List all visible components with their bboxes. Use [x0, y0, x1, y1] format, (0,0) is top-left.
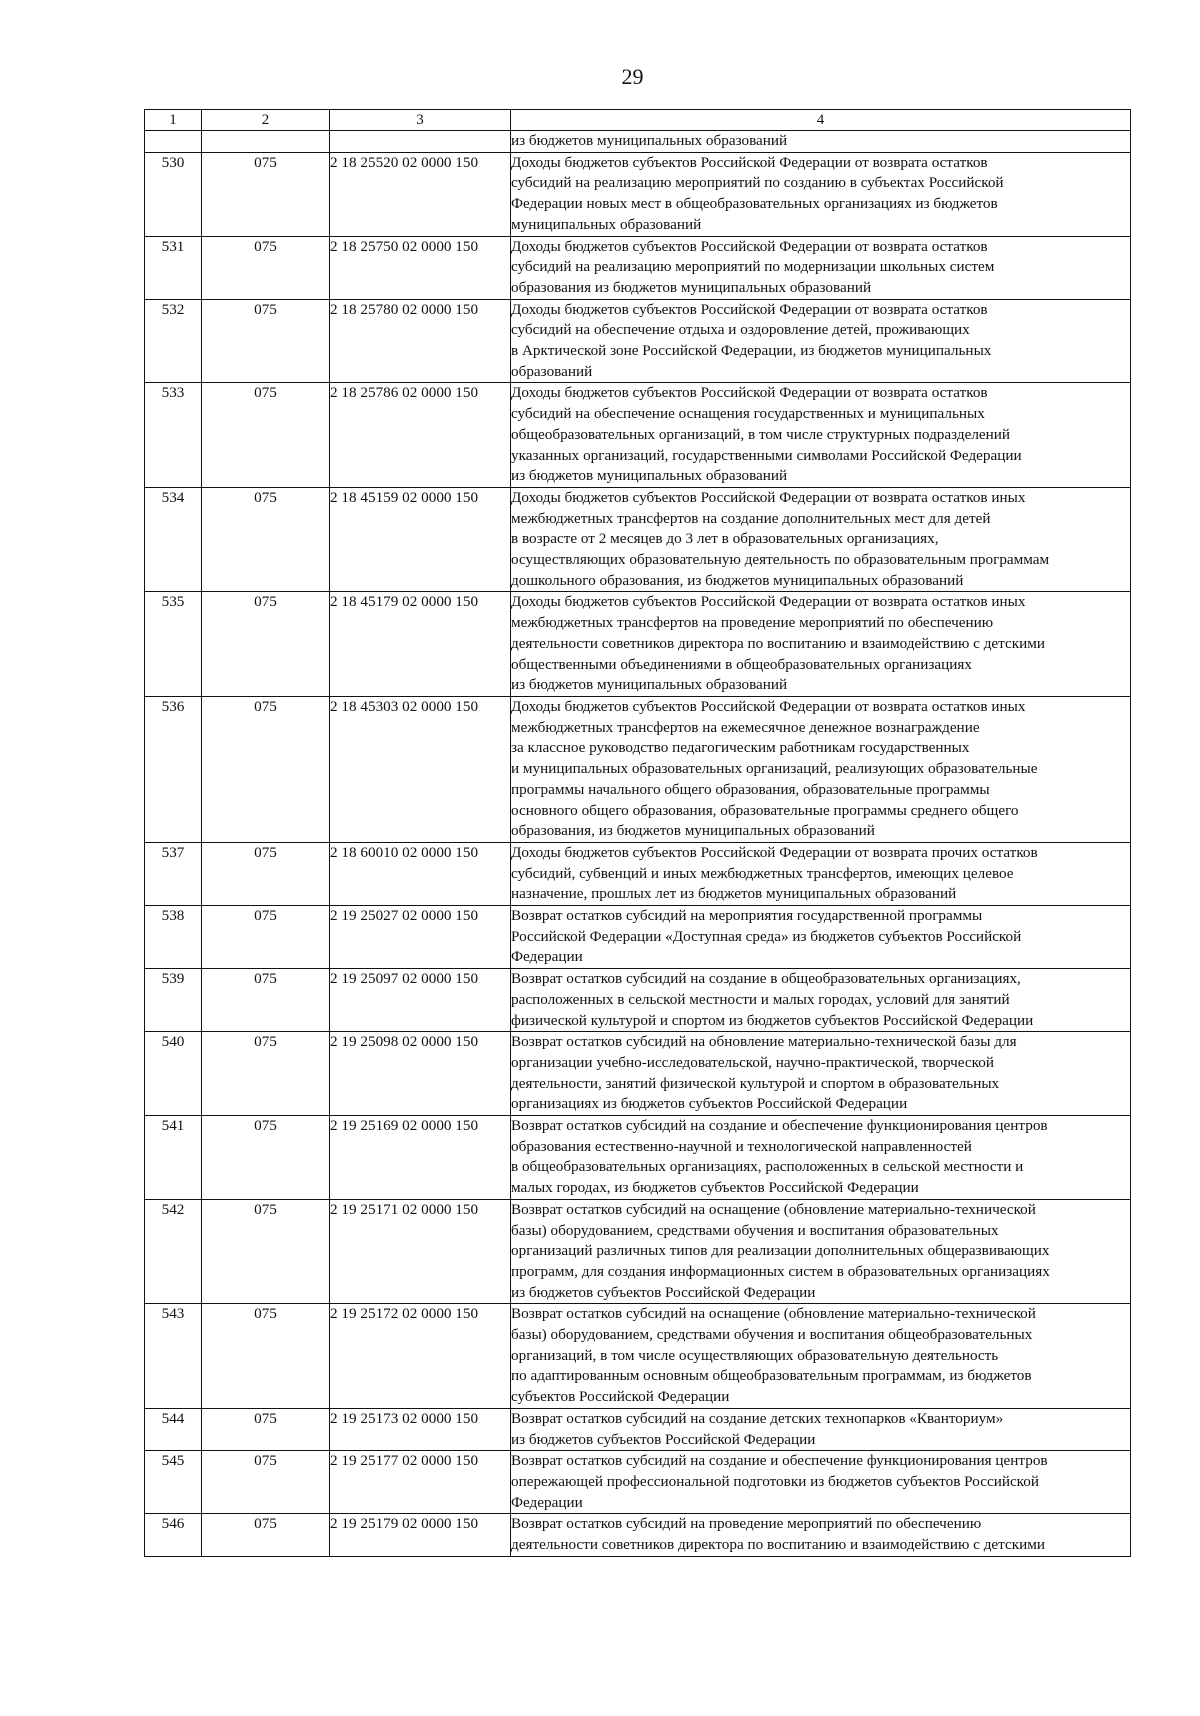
- description-line: Возврат остатков субсидий на создание в общеобразовательных организациях,: [511, 970, 1021, 988]
- budget-classification-code: 2 18 25520 02 0000 150: [330, 152, 511, 236]
- description-line: образования из бюджетов муниципальных образований: [511, 278, 872, 296]
- description-line: физической культурой и спортом из бюджетов субъектов Российской Федерации: [511, 1011, 1034, 1029]
- description-line: программы начального общего образования, образовательные программы: [511, 780, 990, 798]
- description-line: программ, для создания информационных систем в образовательных организациях: [511, 1262, 1050, 1280]
- description-line: организаций, в том числе осуществляющих образовательную деятельность: [511, 1346, 999, 1364]
- admin-code: 075: [202, 487, 330, 592]
- description-line: из бюджетов субъектов Российской Федерации: [511, 1430, 816, 1448]
- row-number: 531: [145, 236, 202, 299]
- income-description: [511, 969, 1131, 1032]
- description-line: деятельности, занятий физической культурой и спортом в образовательных: [511, 1074, 1000, 1092]
- description-line: общественными объединениями в общеобразовательных организациях: [511, 655, 972, 673]
- description-line: основного общего образования, образовательные программы среднего общего: [511, 801, 1019, 819]
- income-description: [511, 592, 1131, 697]
- row-number: 543: [145, 1304, 202, 1409]
- table-row: [145, 1514, 1131, 1556]
- income-description: [511, 906, 1131, 969]
- table-row: [145, 487, 1131, 592]
- table-row: [145, 383, 1131, 488]
- description-line: субсидий на обеспечение отдыха и оздоровление детей, проживающих: [511, 321, 970, 339]
- description-line: организации учебно-исследовательской, научно-практической, творческой: [511, 1053, 995, 1071]
- description-line: субъектов Российской Федерации: [511, 1388, 730, 1406]
- table-row: [145, 842, 1131, 905]
- row-number: 539: [145, 969, 202, 1032]
- description-line: Возврат остатков субсидий на создание и обеспечение функционирования центров: [511, 1452, 1048, 1470]
- admin-code: 075: [202, 1199, 330, 1304]
- row-number: 537: [145, 842, 202, 905]
- description-line: субсидий на реализацию мероприятий по созданию в субъектах Российской: [511, 174, 1004, 192]
- row-number: 533: [145, 383, 202, 488]
- budget-classification-code: 2 18 25786 02 0000 150: [330, 383, 511, 488]
- header-col-4: 4: [511, 110, 1131, 131]
- row-number: 545: [145, 1451, 202, 1514]
- description-line: общеобразовательных организаций, в том числе структурных подразделений: [511, 425, 1011, 443]
- admin-code: 075: [202, 1451, 330, 1514]
- description-line: Возврат остатков субсидий на создание и обеспечение функционирования центров: [511, 1117, 1048, 1135]
- admin-code: 075: [202, 969, 330, 1032]
- description-line: организаций различных типов для реализации дополнительных общеразвивающих: [511, 1242, 1050, 1260]
- table-row: [145, 696, 1131, 842]
- budget-classification-code: 2 19 25169 02 0000 150: [330, 1116, 511, 1200]
- admin-code: 075: [202, 1514, 330, 1556]
- description-line: и муниципальных образовательных организаций, реализующих образовательные: [511, 760, 1038, 778]
- description-line: назначение, прошлых лет из бюджетов муниципальных образований: [511, 885, 957, 903]
- income-description: [511, 1116, 1131, 1200]
- description-line: межбюджетных трансфертов на проведение мероприятий по обеспечению: [511, 614, 994, 632]
- income-description: [511, 236, 1131, 299]
- description-line: субсидий на обеспечение оснащения государственных и муниципальных: [511, 405, 985, 423]
- budget-classification-code: 2 18 45179 02 0000 150: [330, 592, 511, 697]
- admin-code: 075: [202, 152, 330, 236]
- description-line: образований: [511, 362, 593, 380]
- table-row: [145, 152, 1131, 236]
- income-description: [511, 1451, 1131, 1514]
- description-line: деятельности советников директора по воспитанию и взаимодействию с детскими: [511, 1536, 1045, 1554]
- table-row: [145, 1304, 1131, 1409]
- row-number: 541: [145, 1116, 202, 1200]
- description-line: субсидий на реализацию мероприятий по модернизации школьных систем: [511, 258, 995, 276]
- budget-classification-code: 2 18 45303 02 0000 150: [330, 696, 511, 842]
- empty-cell: [145, 131, 202, 153]
- description-line: базы) оборудованием, средствами обучения и воспитания образовательных: [511, 1221, 999, 1239]
- table-row: [145, 969, 1131, 1032]
- description-line: Доходы бюджетов субъектов Российской Федерации от возврата остатков: [511, 237, 988, 255]
- description-line: в Арктической зоне Российской Федерации, из бюджетов муниципальных: [511, 342, 992, 360]
- budget-classification-code: 2 19 25177 02 0000 150: [330, 1451, 511, 1514]
- admin-code: 075: [202, 842, 330, 905]
- admin-code: 075: [202, 236, 330, 299]
- page-number: 29: [621, 64, 644, 89]
- description-line: по адаптированным основным общеобразовательным программам, из бюджетов: [511, 1367, 1032, 1385]
- description-line: Доходы бюджетов субъектов Российской Федерации от возврата остатков: [511, 153, 988, 171]
- description-line: деятельности советников директора по воспитанию и взаимодействию с детскими: [511, 634, 1045, 652]
- row-number: 536: [145, 696, 202, 842]
- row-number: 530: [145, 152, 202, 236]
- description-line: Возврат остатков субсидий на проведение мероприятий по обеспечению: [511, 1515, 982, 1533]
- revenue-codes-table: [144, 109, 1131, 1557]
- description-line: из бюджетов субъектов Российской Федерации: [511, 1283, 816, 1301]
- description-line: организациях из бюджетов субъектов Российской Федерации: [511, 1095, 908, 1113]
- table-row: [145, 1199, 1131, 1304]
- admin-code: 075: [202, 1032, 330, 1116]
- admin-code: 075: [202, 299, 330, 383]
- row-number: 534: [145, 487, 202, 592]
- table-row: [145, 1408, 1131, 1450]
- description-line: Доходы бюджетов субъектов Российской Федерации от возврата остатков иных: [511, 593, 1026, 611]
- income-description: [511, 842, 1131, 905]
- description-line: Доходы бюджетов субъектов Российской Федерации от возврата остатков: [511, 300, 988, 318]
- budget-classification-code: 2 18 45159 02 0000 150: [330, 487, 511, 592]
- description-line: базы) оборудованием, средствами обучения и воспитания общеобразовательных: [511, 1326, 1033, 1344]
- income-description: [511, 1199, 1131, 1304]
- admin-code: 075: [202, 906, 330, 969]
- income-description: [511, 1514, 1131, 1556]
- table-row: [145, 592, 1131, 697]
- description-line: Федерации: [511, 948, 583, 966]
- description-line: межбюджетных трансфертов на создание дополнительных мест для детей: [511, 509, 991, 527]
- description-line: Возврат остатков субсидий на оснащение (обновление материально-технической: [511, 1200, 1036, 1218]
- header-col-1: 1: [145, 110, 202, 131]
- empty-cell: [330, 131, 511, 153]
- description-line: субсидий, субвенций и иных межбюджетных трансфертов, имеющих целевое: [511, 864, 1014, 882]
- budget-classification-code: 2 18 25750 02 0000 150: [330, 236, 511, 299]
- admin-code: 075: [202, 1304, 330, 1409]
- admin-code: 075: [202, 383, 330, 488]
- description-line: из бюджетов муниципальных образований: [511, 676, 788, 694]
- budget-classification-code: 2 19 25098 02 0000 150: [330, 1032, 511, 1116]
- income-description: [511, 487, 1131, 592]
- description-line: муниципальных образований: [511, 215, 702, 233]
- table-row: [145, 1032, 1131, 1116]
- description-line: Федерации новых мест в общеобразовательных организациях из бюджетов: [511, 195, 998, 213]
- income-description: [511, 1408, 1131, 1450]
- description-line: Возврат остатков субсидий на создание детских технопарков «Кванториум»: [511, 1409, 1004, 1427]
- header-col-2: 2: [202, 110, 330, 131]
- table-header-row: [145, 110, 1131, 131]
- description-line: Федерации: [511, 1493, 583, 1511]
- description-line: в возрасте от 2 месяцев до 3 лет в образовательных организациях,: [511, 530, 939, 548]
- description-line: опережающей профессиональной подготовки из бюджетов субъектов Российской: [511, 1473, 1040, 1490]
- continuation-text: из бюджетов муниципальных образований: [511, 131, 1131, 153]
- description-line: за классное руководство педагогическим работникам государственных: [511, 739, 970, 757]
- row-number: 532: [145, 299, 202, 383]
- income-description: [511, 152, 1131, 236]
- description-line: малых городах, из бюджетов субъектов Российской Федерации: [511, 1179, 919, 1197]
- table-row: [145, 236, 1131, 299]
- row-number: 535: [145, 592, 202, 697]
- budget-classification-code: 2 19 25027 02 0000 150: [330, 906, 511, 969]
- description-line: указанных организаций, государственными символами Российской Федерации: [511, 446, 1022, 464]
- description-line: образования естественно-научной и технологической направленностей: [511, 1137, 972, 1155]
- table-row: [145, 299, 1131, 383]
- description-line: образования, из бюджетов муниципальных образований: [511, 822, 875, 840]
- admin-code: 075: [202, 696, 330, 842]
- description-line: Возврат остатков субсидий на мероприятия государственной программы: [511, 907, 983, 925]
- description-line: дошкольного образования, из бюджетов муниципальных образований: [511, 571, 964, 589]
- description-line: Возврат остатков субсидий на обновление материально-технической базы для: [511, 1033, 1017, 1051]
- description-line: Доходы бюджетов субъектов Российской Федерации от возврата остатков иных: [511, 488, 1026, 506]
- row-number: 540: [145, 1032, 202, 1116]
- row-number: 544: [145, 1408, 202, 1450]
- budget-classification-code: 2 18 60010 02 0000 150: [330, 842, 511, 905]
- table-row: [145, 906, 1131, 969]
- admin-code: 075: [202, 1408, 330, 1450]
- admin-code: 075: [202, 592, 330, 697]
- income-description: [511, 383, 1131, 488]
- income-description: [511, 1304, 1131, 1409]
- budget-classification-code: 2 19 25179 02 0000 150: [330, 1514, 511, 1556]
- table-row: [145, 1116, 1131, 1200]
- header-col-3: 3: [330, 110, 511, 131]
- description-line: Доходы бюджетов субъектов Российской Федерации от возврата прочих остатков: [511, 843, 1038, 861]
- budget-classification-code: 2 19 25171 02 0000 150: [330, 1199, 511, 1304]
- budget-classification-code: 2 19 25173 02 0000 150: [330, 1408, 511, 1450]
- budget-classification-code: 2 19 25172 02 0000 150: [330, 1304, 511, 1409]
- description-line: из бюджетов муниципальных образований: [511, 467, 788, 485]
- income-description: [511, 1032, 1131, 1116]
- income-description: [511, 299, 1131, 383]
- budget-classification-code: 2 18 25780 02 0000 150: [330, 299, 511, 383]
- description-line: Доходы бюджетов субъектов Российской Федерации от возврата остатков: [511, 384, 988, 402]
- description-line: Доходы бюджетов субъектов Российской Федерации от возврата остатков иных: [511, 697, 1026, 715]
- description-line: расположенных в сельской местности и малых городах, условий для занятий: [511, 990, 1010, 1008]
- income-description: [511, 696, 1131, 842]
- row-number: 546: [145, 1514, 202, 1556]
- admin-code: 075: [202, 1116, 330, 1200]
- description-line: Российской Федерации «Доступная среда» из бюджетов субъектов Российской: [511, 927, 1022, 945]
- continuation-row: [145, 131, 1131, 153]
- description-line: в общеобразовательных организациях, расположенных в сельской местности и: [511, 1158, 1024, 1176]
- empty-cell: [202, 131, 330, 153]
- description-line: Возврат остатков субсидий на оснащение (обновление материально-технической: [511, 1305, 1036, 1323]
- row-number: 538: [145, 906, 202, 969]
- row-number: 542: [145, 1199, 202, 1304]
- description-line: межбюджетных трансфертов на ежемесячное денежное вознаграждение: [511, 718, 980, 736]
- budget-classification-code: 2 19 25097 02 0000 150: [330, 969, 511, 1032]
- description-line: осуществляющих образовательную деятельность по образовательным программам: [511, 551, 1050, 569]
- table-row: [145, 1451, 1131, 1514]
